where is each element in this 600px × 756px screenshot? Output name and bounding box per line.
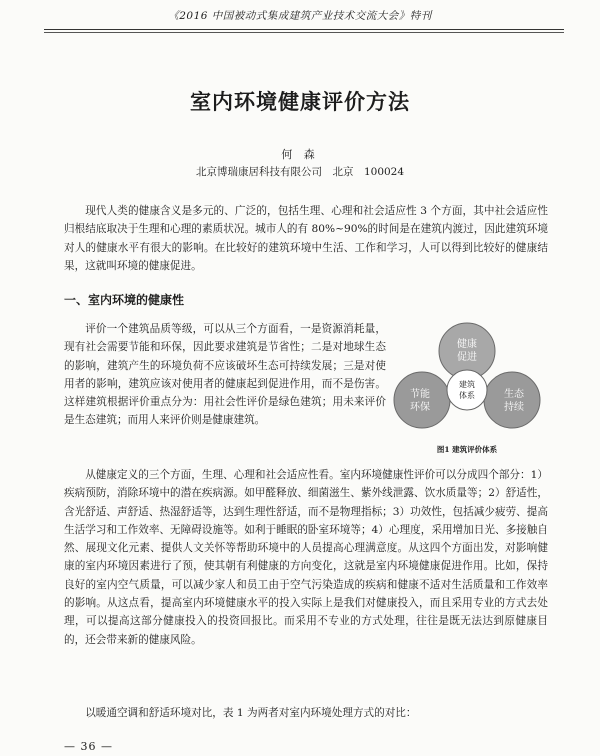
circle-energy bbox=[394, 372, 450, 428]
circle-ecology-line2: 持续 bbox=[504, 402, 524, 413]
circle-health-line2: 促进 bbox=[457, 352, 477, 363]
circle-health-line1: 健康 bbox=[457, 339, 477, 350]
center-line1: 建筑 bbox=[459, 380, 475, 389]
center-line2: 体系 bbox=[459, 391, 475, 400]
circle-center bbox=[447, 370, 487, 410]
header-rule bbox=[44, 29, 564, 30]
circle-energy-line1: 节能 bbox=[410, 389, 430, 400]
venn-diagram bbox=[392, 318, 542, 458]
section-heading: 一、室内环境的健康性 bbox=[64, 293, 185, 307]
figure-caption: 图1 建筑评价体系 bbox=[436, 445, 498, 454]
circle-energy-line2: 环保 bbox=[410, 402, 430, 413]
author-affiliation: 北京博瑞康居科技有限公司 北京 100024 bbox=[195, 166, 405, 178]
page-number: — 36 — bbox=[64, 740, 113, 753]
header-rule-thin bbox=[44, 32, 564, 33]
author-name: 何 森 bbox=[281, 148, 319, 161]
section1-paragraph-2: 从健康定义的三个方面，生理、心理和社会适应性看。室内环境健康性评价可以分成四个部分：1）疾病预防，消除环境中的潜在疾病源。如甲醛释放、细菌滋生、紫外线泄露、饮水质量等；2）舒适性，含光舒适、声舒适、热湿舒适等，达到生理性舒适，而不是物理指标；3）功效性，包括减少疲劳、提高生活学习和工作效率、无障碍设施等。如利于睡眠的卧室环境等；4）心理度，采用增加日光、多接触自然、展现文化元素、提供人文关怀等帮助环境中的人员提高心理满意度。从这四个方面出发，对影响健康的室内环境因素进行了预，使其朝有利健康的方向变化，这就是室内环境健康促进作用。比如，保持良好的室内空气质量，可以减少家人和员工由于空气污染造成的疾病和健康不适对生活质量和工作效率的影响。从这点看，提高室内环境健康水平的投入实际上是我们对健康投入，而且采用专业的方式去处理，可以提高这部分健康投入的投资回报比。而采用不专业的方式处理，往往是既无法达到原健康目的，还会带来新的健康风险。 bbox=[64, 469, 548, 646]
running-head: 《2016 中国被动式集成建筑产业技术交流大会》特刊 bbox=[168, 10, 432, 22]
circle-ecology-line1: 生态 bbox=[504, 389, 524, 400]
figure-evaluation-system bbox=[392, 318, 542, 458]
section1-paragraph-1: 评价一个建筑品质等级，可以从三个方面看，一是资源消耗量，现有社会需要节能和环保，因此要求建筑是节省性；二是对地球生态的影响，建筑产生的环境负荷不应该破坏生态可持续发展；三是对使用者的影响，建筑应该对使用者的健康起到促进作用，而不是伤害。这样建筑根据评价重点分为：用社会性评价是绿色建筑；用未来评价是生态建筑；而用人来评价则是健康建筑。 bbox=[64, 323, 386, 427]
circle-ecology bbox=[484, 372, 540, 428]
intro-paragraph: 现代人类的健康含义是多元的、广泛的，包括生理、心理和社会适应性 3 个方面，其中社会适应性归根结底取决于生理和心理的素质状况。城市人的有 80%~90%的时间是在建筑内渡过，因此建筑环境对人的健康水平有很大的影响。在比较好的建筑环境中生活、工作和学习，人可以得到比较好的健康结果，这就叫环境的健康促进。 bbox=[64, 205, 548, 272]
article-title: 室内环境健康评价方法 bbox=[190, 90, 410, 114]
section1-paragraph-3: 以暖通空调和舒适环境对比，表 1 为两者对室内环境处理方式的对比： bbox=[85, 707, 417, 719]
